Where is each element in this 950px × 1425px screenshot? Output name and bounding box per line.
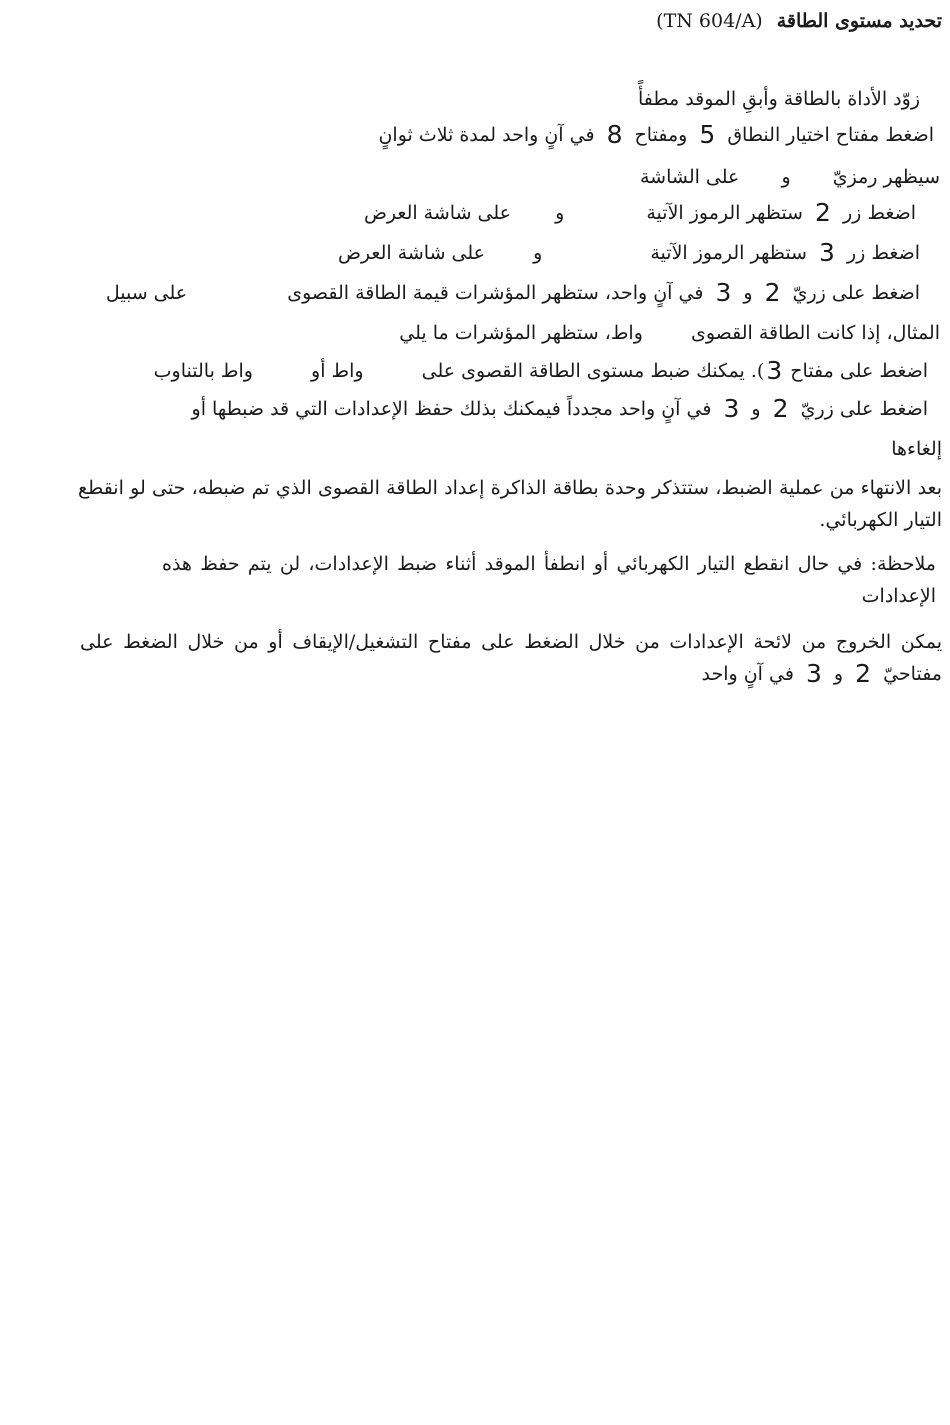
- step-text: ستظهر الرموز الآتية: [650, 242, 807, 264]
- step-text: و: [743, 282, 753, 304]
- step-press-2: [364, 198, 916, 228]
- step-text: اضغط زر: [842, 202, 916, 224]
- key-number: 2: [815, 198, 831, 227]
- step-text: سيظهر رمزيّ: [832, 166, 940, 188]
- paragraph-text: يمكن الخروج من لائحة الإعدادات من خلال الضغط على مفتاح التشغيل/الإيقاف أو من خلال الضغط على: [80, 631, 942, 653]
- key-number: 3: [766, 356, 783, 385]
- step-symbols-appear: [640, 162, 940, 192]
- step-text: في آنٍ واحد، ستظهر المؤشرات قيمة الطاقة القصوى: [287, 282, 704, 304]
- step-cancel: [891, 434, 942, 464]
- key-number: 3: [819, 238, 835, 267]
- key-number: 8: [606, 120, 623, 149]
- step-text: المثال، إذا كانت الطاقة القصوى: [690, 322, 940, 344]
- step-press-3: [338, 238, 920, 268]
- section-header: [656, 6, 942, 36]
- step-press-key-3: [154, 356, 928, 386]
- memory-paragraph: [78, 472, 942, 536]
- step-text: و: [533, 242, 543, 264]
- key-number: 2: [772, 394, 789, 423]
- key-number: 3: [805, 659, 822, 688]
- paragraph-text: بعد الانتهاء من عملية الضبط، ستتذكر وحدة بطاقة الذاكرة إعداد الطاقة القصوى الذي تم ضبطه، حتى لو انقطع التيار الكهربائي.: [78, 477, 942, 531]
- step-text: في آنٍ واحد مجدداً فيمكنك بذلك حفظ الإعدادات التي قد ضبطها أو: [191, 398, 712, 420]
- step-text: ). يمكنك ضبط مستوى الطاقة القصوى على: [421, 360, 765, 382]
- step-text: اضغط مفتاح اختيار النطاق: [727, 124, 934, 146]
- step-text: اضغط على زريّ: [800, 398, 928, 420]
- step-power-on: [638, 84, 920, 114]
- step-text: ستظهر الرموز الآتية: [646, 202, 803, 224]
- section-title: تحديد مستوى الطاقة: [776, 10, 942, 32]
- step-text: على الشاشة: [639, 166, 740, 188]
- step-text: اضغط على زريّ: [792, 282, 920, 304]
- key-number: 2: [855, 659, 872, 688]
- step-text: على شاشة العرض: [363, 202, 511, 224]
- note-paragraph: [162, 548, 936, 612]
- paragraph-text: مفتاحيّ: [883, 663, 942, 685]
- note-text: ملاحظة: في حال انقطع التيار الكهربائي أو انطفأ الموقد أثناء ضبط الإعدادات، لن يتم حفظ هذه الإعدادات: [162, 553, 936, 607]
- step-press-2-and-3: [106, 278, 920, 308]
- key-number: 3: [715, 278, 732, 307]
- step-text: زوّد الأداة بالطاقة وأبقِ الموقد مطفأً: [637, 88, 920, 110]
- key-number: 3: [723, 394, 740, 423]
- step-text: و: [751, 398, 761, 420]
- model-code: (TN 604/A): [656, 10, 763, 32]
- step-press-range-keys: [378, 120, 934, 150]
- step-text: و: [781, 166, 791, 188]
- step-text: واط أو: [311, 360, 364, 382]
- key-number: 5: [699, 120, 716, 149]
- step-text: اضغط زر: [846, 242, 920, 264]
- step-text: إلغاءها: [891, 438, 942, 460]
- paragraph-text: في آنٍ واحد: [701, 663, 794, 685]
- exit-paragraph: [80, 626, 942, 690]
- step-text: ومفتاح: [634, 124, 688, 146]
- step-text: في آنٍ واحد لمدة ثلاث ثوانٍ: [378, 124, 595, 146]
- step-example: [399, 318, 940, 348]
- key-number: 2: [764, 278, 781, 307]
- step-save-settings: [192, 394, 928, 424]
- step-text: واط، ستظهر المؤشرات ما يلي: [399, 322, 643, 344]
- step-text: على سبيل: [105, 282, 188, 304]
- step-text: واط بالتناوب: [153, 360, 253, 382]
- step-text: و: [555, 202, 565, 224]
- paragraph-text: و: [833, 663, 844, 685]
- step-text: على شاشة العرض: [337, 242, 485, 264]
- step-text: اضغط على مفتاح: [790, 360, 928, 382]
